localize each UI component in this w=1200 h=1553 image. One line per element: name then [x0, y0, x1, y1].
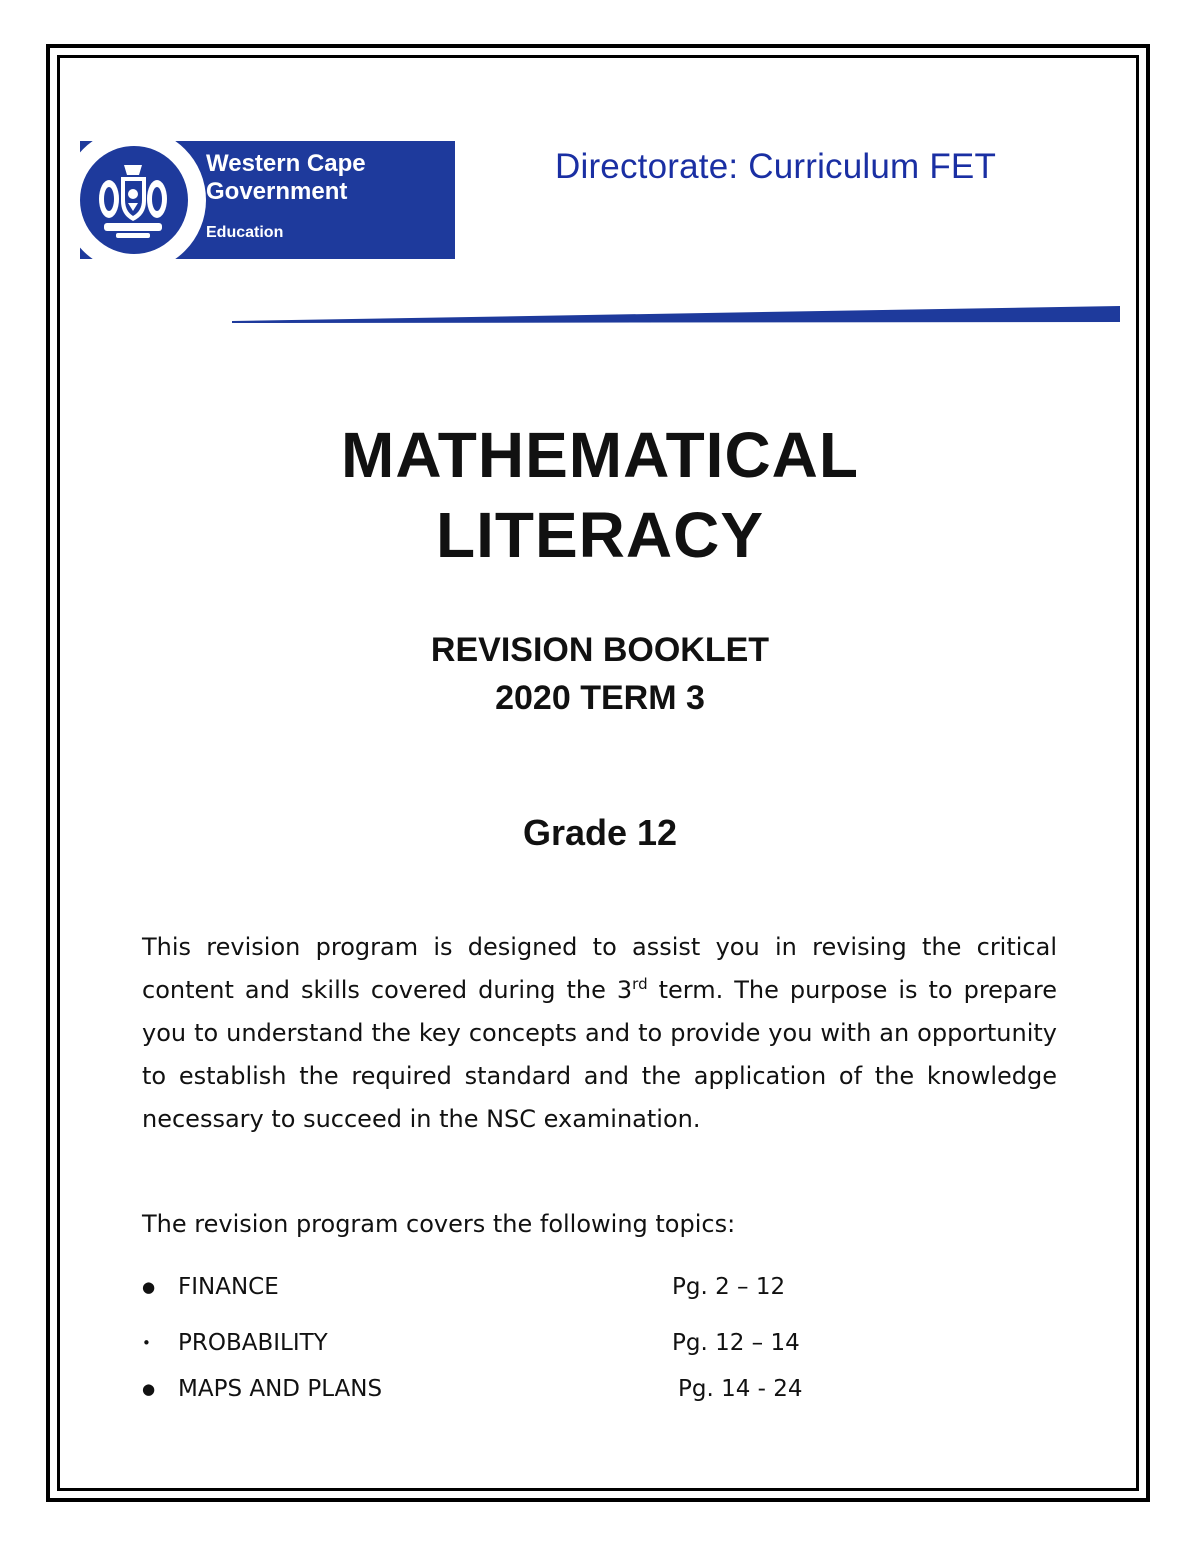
bullet-icon: ● [142, 1380, 156, 1398]
paragraph-part-2: term. The purpose is to prepare you to understand the key concepts and to provide you with an opportunity to establish the required standard and the application of the knowledge necessary to succeed in the NSC examination. [142, 976, 1057, 1133]
intro-paragraph [142, 926, 1057, 1141]
subtitle-line-2: 2020 TERM 3 [495, 679, 705, 717]
topic-item [142, 1274, 1042, 1304]
bullet-icon: • [142, 1334, 151, 1352]
topic-pages: Pg. 12 – 14 [672, 1330, 800, 1356]
logo-line-government: Government [206, 178, 348, 205]
topic-item [142, 1376, 1042, 1406]
header-rule [232, 304, 1120, 326]
topic-pages: Pg. 14 - 24 [678, 1376, 803, 1402]
logo-text [206, 150, 366, 243]
bullet-icon: ● [142, 1278, 156, 1296]
title-line-2: LITERACY [436, 499, 764, 571]
directorate-heading: Directorate: Curriculum FET [555, 147, 997, 186]
topic-item [142, 1330, 1042, 1360]
logo-line-western-cape: Western Cape [206, 150, 366, 177]
grade-label: Grade 12 [522, 812, 678, 853]
logo-line-education: Education [206, 224, 284, 241]
topics-intro: The revision program covers the following topics: [142, 1210, 736, 1238]
topic-name: FINANCE [178, 1274, 279, 1300]
paragraph-part-1: This revision program is designed to assist you in revising the critical content and skills covered during the 3 [142, 933, 1057, 1004]
topic-name: PROBABILITY [178, 1330, 328, 1356]
title-line-1: MATHEMATICAL [341, 419, 859, 491]
subtitle-line-1: REVISION BOOKLET [430, 631, 770, 669]
topic-name: MAPS AND PLANS [178, 1376, 383, 1402]
topic-pages: Pg. 2 – 12 [672, 1274, 786, 1300]
paragraph-superscript: rd [632, 975, 648, 993]
